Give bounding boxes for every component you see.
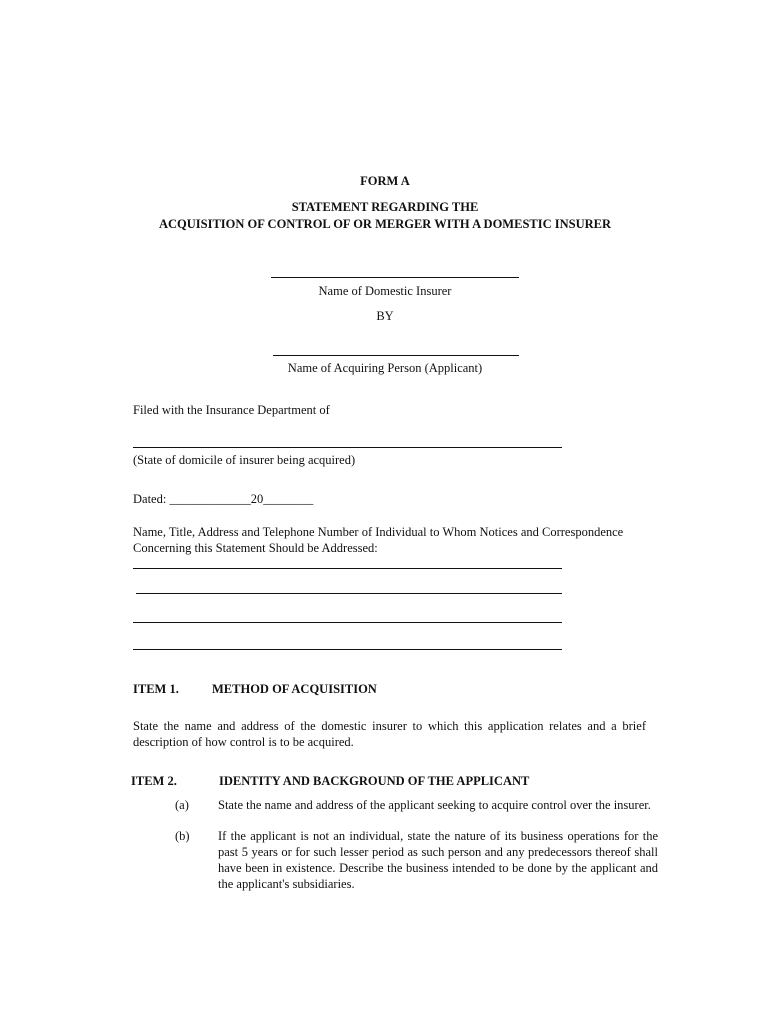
contact-line-4[interactable]	[133, 649, 562, 650]
contact-line-1[interactable]	[133, 568, 562, 569]
domestic-insurer-line[interactable]	[271, 277, 519, 278]
domestic-insurer-label: Name of Domestic Insurer	[318, 284, 452, 298]
item1-title: METHOD OF ACQUISITION	[212, 682, 377, 696]
contact-label-line2: Concerning this Statement Should be Addressed:	[133, 541, 378, 555]
state-domicile-line[interactable]	[133, 447, 562, 448]
contact-line-3[interactable]	[133, 622, 562, 623]
dated-field[interactable]: Dated: _____________20________	[133, 492, 314, 506]
item2-sub-b-marker: (b)	[175, 829, 190, 843]
contact-line-2[interactable]	[136, 593, 562, 594]
by-label: BY	[376, 309, 394, 323]
item2-title: IDENTITY AND BACKGROUND OF THE APPLICANT	[219, 774, 530, 788]
item1-number: ITEM 1.	[133, 682, 179, 696]
form-title: FORM A	[360, 174, 410, 188]
acquiring-person-line[interactable]	[273, 355, 519, 356]
filed-with-label: Filed with the Insurance Department of	[133, 403, 330, 417]
state-domicile-label: (State of domicile of insurer being acquired)	[133, 453, 356, 467]
acquiring-person-label: Name of Acquiring Person (Applicant)	[287, 361, 483, 375]
statement-title-line2: ACQUISITION OF CONTROL OF OR MERGER WITH A DOMESTIC INSURER	[158, 217, 612, 231]
item2-sub-a-text: State the name and address of the applicant seeking to acquire control over the insurer.	[218, 798, 651, 812]
item1-body: State the name and address of the domestic insurer to which this application relates and a brief description of how control is to be acquired.	[133, 719, 646, 749]
contact-label-line1: Name, Title, Address and Telephone Number of Individual to Whom Notices and Correspondence	[133, 525, 624, 539]
item2-number: ITEM 2.	[131, 774, 177, 788]
statement-title-line1: STATEMENT REGARDING THE	[291, 200, 479, 214]
item2-sub-a-marker: (a)	[175, 798, 189, 812]
item2-sub-b-text: If the applicant is not an individual, state the nature of its business operations for the past 5 years or for such lesser period as such person and any predecessors thereof shall have been in existence. Describe the business intended to be done by the applicant and the applicant's subsidiaries.	[218, 829, 658, 891]
